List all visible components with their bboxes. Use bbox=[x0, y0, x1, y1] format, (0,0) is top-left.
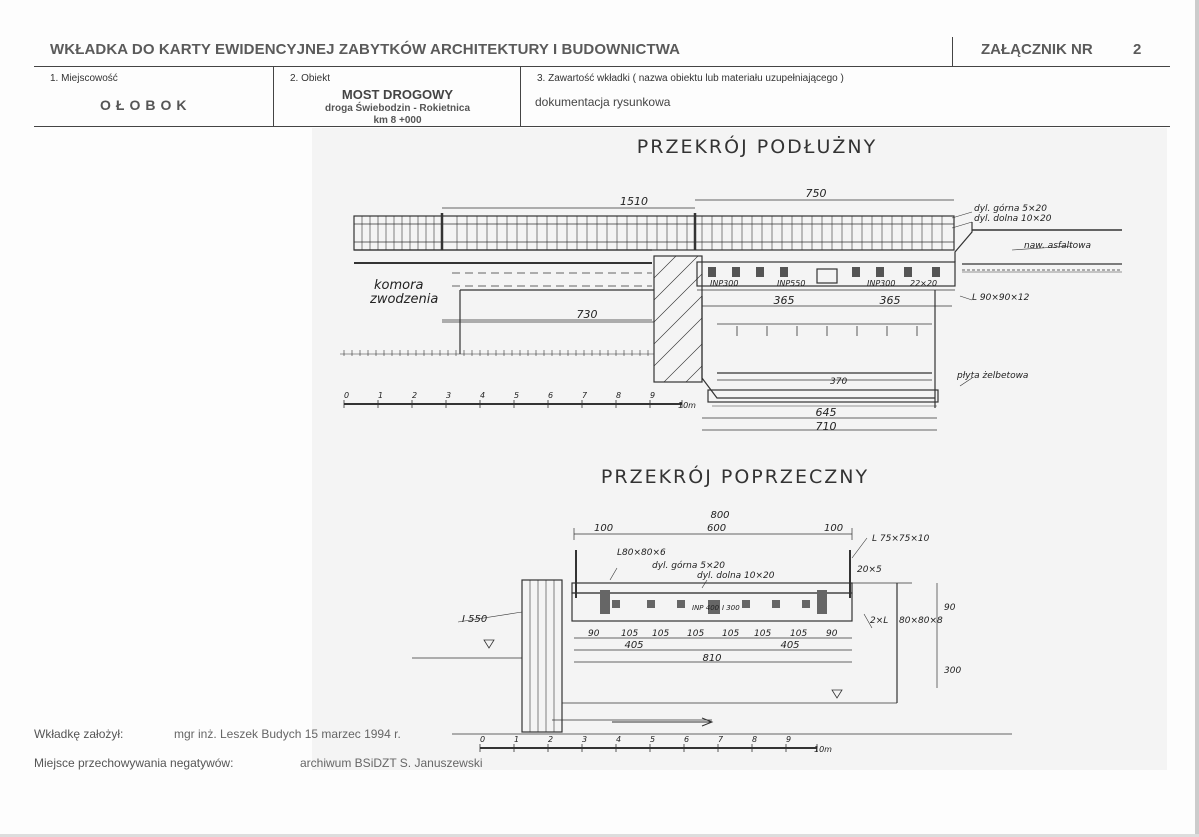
object-name: MOST DROGOWY bbox=[341, 87, 454, 102]
author-value: mgr inż. Leszek Budych 15 marzec 1994 r. bbox=[174, 727, 401, 741]
scan-edge-right bbox=[1195, 0, 1199, 837]
svg-text:1: 1 bbox=[514, 735, 520, 744]
svg-text:90: 90 bbox=[826, 629, 838, 639]
label-inp300-right: INP300 bbox=[867, 279, 896, 288]
ground-line-right bbox=[712, 272, 1122, 406]
label-i550: I 550 bbox=[462, 614, 488, 625]
svg-text:10m: 10m bbox=[678, 401, 696, 410]
label-dyl-dolna: dyl. dolna 10×20 bbox=[974, 214, 1052, 224]
dim-800: 800 bbox=[710, 510, 730, 521]
svg-text:5: 5 bbox=[514, 391, 520, 400]
scale-bar-longitudinal bbox=[344, 400, 682, 408]
dim-90-right: 90 bbox=[944, 603, 956, 613]
svg-text:1: 1 bbox=[378, 391, 384, 400]
label-i300: I 300 bbox=[722, 604, 740, 612]
label-cross-dyl-dolna: dyl. dolna 10×20 bbox=[697, 571, 775, 581]
dim-710: 710 bbox=[815, 420, 837, 433]
bridge-drawing bbox=[312, 128, 1167, 770]
field-divider-2 bbox=[520, 67, 521, 126]
label-inp400: INP 400 bbox=[692, 604, 720, 612]
svg-text:105: 105 bbox=[722, 629, 740, 639]
label-80x80x8: 80×80×8 bbox=[899, 616, 943, 626]
dim-370: 370 bbox=[830, 377, 848, 387]
label-plyta: płyta żelbetowa bbox=[957, 371, 1029, 381]
svg-text:105: 105 bbox=[754, 629, 772, 639]
water-arrows bbox=[737, 326, 917, 336]
dim-100-right: 100 bbox=[824, 523, 844, 534]
object-road: droga Świebodzin - Rokietnica bbox=[324, 103, 470, 114]
annex-label: ZAŁĄCZNIK NR bbox=[981, 41, 1093, 58]
label-cross-dyl-gorna: dyl. górna 5×20 bbox=[652, 561, 725, 571]
label-l75: L 75×75×10 bbox=[872, 534, 930, 544]
svg-text:2: 2 bbox=[548, 735, 554, 744]
author-label: Wkładkę założył: bbox=[34, 727, 124, 741]
locality-value: OŁOBOK bbox=[100, 97, 192, 113]
railing-balusters bbox=[362, 216, 942, 250]
label-asphalt: naw. asfaltowa bbox=[1024, 241, 1092, 251]
concrete-slab bbox=[708, 390, 938, 402]
annex-number: 2 bbox=[1133, 41, 1142, 58]
dim-810: 810 bbox=[702, 653, 722, 664]
dim-645: 645 bbox=[815, 406, 837, 419]
ground-line-left bbox=[340, 350, 654, 356]
storage-label: Miejsce przechowywania negatywów: bbox=[34, 756, 234, 770]
svg-text:105: 105 bbox=[621, 629, 639, 639]
label-inp550: INP550 bbox=[777, 279, 806, 288]
dim-600: 600 bbox=[707, 523, 727, 534]
railing bbox=[354, 216, 954, 250]
label-dyl-gorna: dyl. górna 5×20 bbox=[974, 204, 1047, 214]
svg-text:7: 7 bbox=[582, 391, 588, 400]
label-angle-90: L 90×90×12 bbox=[972, 293, 1030, 303]
pier bbox=[654, 256, 702, 382]
dim-365-left: 365 bbox=[773, 294, 795, 307]
svg-text:0: 0 bbox=[344, 391, 350, 400]
svg-text:6: 6 bbox=[684, 735, 690, 744]
svg-text:8: 8 bbox=[616, 391, 622, 400]
cross-row-dims bbox=[588, 629, 838, 639]
svg-text:0: 0 bbox=[480, 735, 486, 744]
svg-text:3: 3 bbox=[446, 391, 452, 400]
svg-text:3: 3 bbox=[582, 735, 588, 744]
object-km: km 8 +000 bbox=[373, 115, 422, 126]
dim-750: 750 bbox=[805, 187, 827, 200]
dim-730: 730 bbox=[576, 308, 598, 321]
object-label: 2. Obiekt bbox=[290, 73, 331, 84]
header-top-rule bbox=[34, 66, 1170, 67]
svg-text:10m: 10m bbox=[814, 745, 832, 754]
svg-text:2: 2 bbox=[412, 391, 418, 400]
label-l80: L80×80×6 bbox=[617, 548, 666, 558]
cross-title: PRZEKRÓJ POPRZECZNY bbox=[600, 466, 870, 488]
storage-value: archiwum BSiDZT S. Januszewski bbox=[300, 756, 483, 770]
fields-bottom-rule bbox=[34, 126, 1170, 127]
contents-label: 3. Zawartość wkładki ( nazwa obiektu lub materiału uzupełniającego ) bbox=[537, 73, 844, 84]
svg-text:4: 4 bbox=[616, 735, 622, 744]
dim-405-left: 405 bbox=[624, 640, 644, 651]
dim-1510: 1510 bbox=[620, 195, 648, 208]
label-komora: komora bbox=[374, 278, 424, 293]
label-zwodzenia: zwodzenia bbox=[370, 292, 439, 307]
field-divider-1 bbox=[273, 67, 274, 126]
form-title: WKŁADKA DO KARTY EWIDENCYJNEJ ZABYTKÓW ARCHITEKTURY I BUDOWNICTWA bbox=[50, 41, 681, 58]
longitudinal-title: PRZEKRÓJ PODŁUŻNY bbox=[636, 136, 878, 158]
svg-text:7: 7 bbox=[718, 735, 724, 744]
svg-text:6: 6 bbox=[548, 391, 554, 400]
svg-text:105: 105 bbox=[790, 629, 808, 639]
svg-text:9: 9 bbox=[650, 391, 656, 400]
label-20x5: 20×5 bbox=[857, 565, 882, 575]
label-2xL: 2×L bbox=[870, 616, 889, 626]
svg-text:8: 8 bbox=[752, 735, 758, 744]
contents-value: dokumentacja rysunkowa bbox=[535, 95, 671, 109]
header-divider-vertical bbox=[952, 37, 953, 66]
dim-365-right: 365 bbox=[879, 294, 901, 307]
dim-300: 300 bbox=[944, 666, 962, 676]
dim-100-left: 100 bbox=[594, 523, 614, 534]
scale-labels-longitudinal bbox=[344, 391, 696, 410]
dim-405-right: 405 bbox=[780, 640, 800, 651]
svg-text:9: 9 bbox=[786, 735, 792, 744]
svg-text:105: 105 bbox=[687, 629, 705, 639]
label-inp300-left: INP300 bbox=[710, 279, 739, 288]
svg-text:5: 5 bbox=[650, 735, 656, 744]
locality-label: 1. Miejscowość bbox=[50, 73, 118, 84]
svg-text:90: 90 bbox=[588, 629, 600, 639]
svg-text:4: 4 bbox=[480, 391, 486, 400]
label-22x20: 22×20 bbox=[910, 279, 938, 288]
scale-labels-cross bbox=[480, 735, 832, 754]
svg-text:105: 105 bbox=[652, 629, 670, 639]
